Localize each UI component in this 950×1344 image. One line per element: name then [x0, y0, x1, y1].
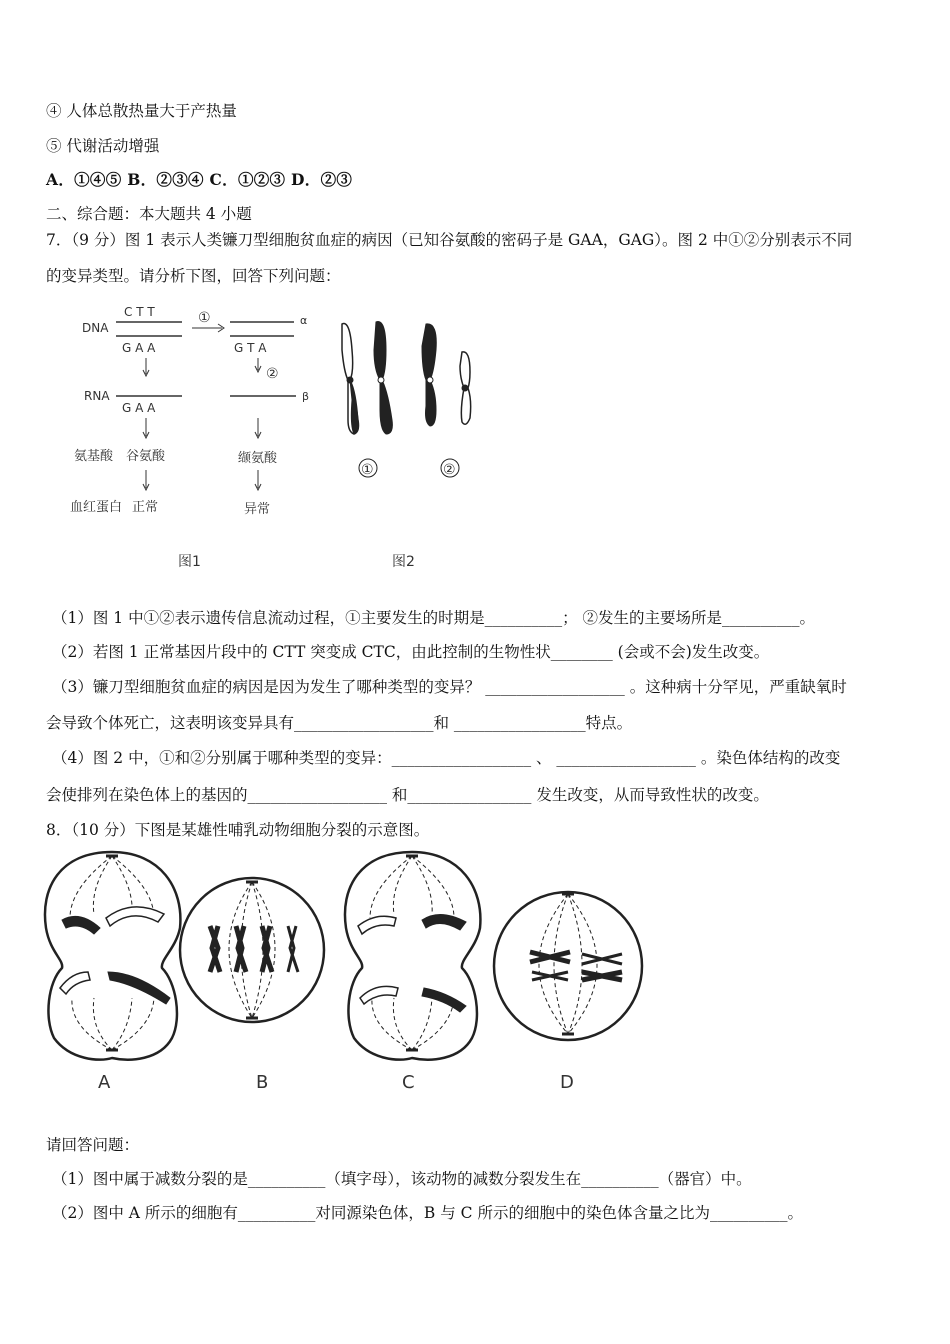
q8-prompt: 请回答问题： — [46, 1136, 140, 1154]
figure2-caption: 图2 — [392, 554, 415, 570]
q7-part1: （1）图 1 中①②表示遗传信息流动过程，①主要发生的时期是__________； ②发生的主要场所是__________。 — [52, 609, 816, 627]
answer-choices: A．①④⑤ B．②③④ C．①②③ D．②③ — [46, 170, 353, 189]
q8-part1: （1）图中属于减数分裂的是__________（填字母），该动物的减数分裂发生在__________（器官）中。 — [52, 1170, 752, 1188]
valine-label: 缬氨酸 — [238, 451, 278, 466]
q7-part2: （2）若图 1 正常基因片段中的 CTT 突变成 CTC，由此控制的生物性状________ (会或不会)发生改变。 — [52, 643, 770, 661]
option-4: ④ 人体总散热量大于产热量 — [46, 102, 237, 120]
option-5: ⑤ 代谢活动增强 — [46, 137, 160, 155]
figure2-label-1: ① — [361, 462, 374, 478]
question-7-stem-cont: 的变异类型。请分析下图，回答下列问题： — [46, 267, 341, 285]
figure-2 — [330, 310, 500, 580]
hemoglobin-label: 血红蛋白 — [70, 500, 123, 515]
mutant-strand: G T A — [234, 341, 267, 355]
amino-acid-label: 氨基酸 — [74, 449, 114, 464]
figure-3 — [40, 848, 660, 1098]
cell-label-c: C — [402, 1072, 415, 1093]
q7-part3: （3）镰刀型细胞贫血症的病因是因为发生了哪种类型的变异？ __________________ 。这种病十分罕见，严重缺氧时 — [52, 678, 847, 696]
q7-part4: （4）图 2 中，①和②分别属于哪种类型的变异：__________________ 、 __________________ 。染色体结构的改变 — [52, 749, 841, 767]
q7-part3-cont: 会导致个体死亡，这表明该变异具有__________________和 _________________特点。 — [46, 714, 633, 732]
question-7-stem: 7．（9 分）图 1 表示人类镰刀型细胞贫血症的病因（已知谷氨酸的密码子是 GAA，GAG）。图 2 中①②分别表示不同 — [46, 231, 853, 249]
figure-1 — [70, 298, 330, 578]
cell-label-b: B — [256, 1072, 269, 1093]
q8-part2: （2）图中 A 所示的细胞有__________对同源染色体，B 与 C 所示的细胞中的染色体含量之比为__________。 — [52, 1204, 803, 1222]
top-strand: C T T — [124, 305, 155, 319]
beta-label: β — [302, 390, 310, 403]
figure1-caption: 图1 — [178, 554, 201, 570]
dna-label: DNA — [82, 321, 109, 335]
normal-label: 正常 — [132, 500, 159, 515]
q7-part4-cont: 会使排列在染色体上的基因的__________________ 和________________ 发生改变，从而导致性状的改变。 — [46, 786, 769, 804]
bottom-strand: G A A — [122, 341, 156, 355]
rna-label: RNA — [84, 389, 110, 403]
cell-label-d: D — [560, 1072, 574, 1093]
rna-codon: G A A — [122, 401, 156, 415]
figure2-label-2: ② — [443, 462, 456, 478]
cell-label-a: A — [98, 1072, 111, 1093]
step2-label: ② — [266, 366, 279, 382]
glutamate-label: 谷氨酸 — [126, 449, 166, 464]
question-8-stem: 8．（10 分）下图是某雄性哺乳动物细胞分裂的示意图。 — [46, 821, 430, 839]
abnormal-label: 异常 — [244, 502, 271, 517]
step1-label: ① — [198, 310, 211, 326]
section-heading: 二、综合题：本大题共 4 小题 — [46, 205, 252, 223]
alpha-label: α — [300, 314, 308, 327]
